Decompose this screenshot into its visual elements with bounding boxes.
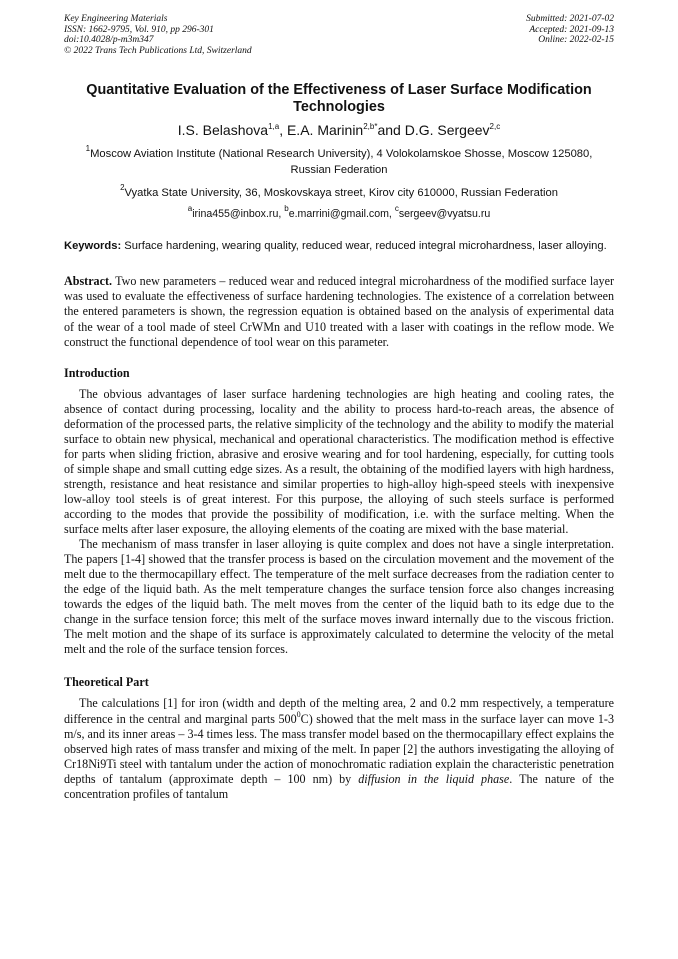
theory-paragraph-1: The calculations [1] for iron (width and depth of the melting area, 2 and 0.2 mm respectively, a temperature difference in the central and marginal parts $500^0C$) showed that the melt mass in the surface layer can move 1-3 m/s, and its inner areas – 3-4 times less. The mass transfer model based on the thermocapillary effect explains the observed high rates of mass transfer and mixing of the melt. In paper [2] the authors investigating the alloying of Cr18Ni9Ti steel with tantalum under the action of monochromatic radiation explain the characteristic penetration depths of tantalum (approximate depth – 100 nm) by diffusion in the liquid phase. The nature of the concentration profiles of tantalum (64, 696, 615, 801)
paper-title: Quantitative Evaluation of the Effectiveness of Laser Surface Modification Technologies (86, 82, 592, 116)
author-name: E.A. Marinin (286, 122, 364, 139)
keywords-label: Keywords: (64, 240, 122, 253)
abstract (64, 274, 614, 349)
author-sup: 1,a (268, 122, 280, 132)
keywords-text: Surface hardening, wearing quality, reduced wear, reduced integral microhardness, laser alloying. (121, 240, 607, 253)
accepted-date: Accepted: 2021-09-13 (529, 24, 614, 35)
intro-paragraph-2: The mechanism of mass transfer in laser alloying is quite complex and does not have a single interpretation. The papers [1-4] showed that the transfer process is based on the circulation movement and the movement of the melt due to the thermocapillary effect. The temperature of the melt surface decreases from the radiation center to the edge of the liquid bath. As the melt temperature changes the surface tension force also changes increasing towards the edges of the liquid bath. The melt moves from the center of the liquid bath to its edge due to the change in the surface tension force; this melt of the surface moves inward internally due to the viscous friction. The melt motion and the shape of its surface is approximately calculated to determine the velocity of the metal melt and the role of the surface tension forces. (64, 537, 614, 657)
journal-issn: ISSN: 1662-9795, Vol. 910, pp 296-301 (64, 24, 214, 35)
author-name: D.G. Sergeev (404, 122, 490, 139)
keywords (64, 239, 614, 254)
affiliation-2: $^2$Vyatka State University, 36, Moskovskaya street, Kirov city 610000, Russian Federation (120, 183, 558, 200)
journal-header (64, 14, 614, 56)
submission-dates (526, 14, 614, 56)
intro-paragraph-1: The obvious advantages of laser surface hardening technologies are high heating and cooling rates, the absence of contact during processing, locality and the ability to process hard-to-reach areas, the absence of deformation of the processed parts, the relative simplicity of the technology and the ability to modify the material surface to obtain new physical, mechanical and operational characteristics. The modification method is effective for parts when sliding friction, abrasive and erosive wearing and for tool hardening, especially, for cutting tools of simple shape and small cutting edge sizes. As a result, the obtaining of the modified layers with high hardness, strength, resistance and heat resistance and similar properties to high-alloy high-speed steels with inexpensive low-alloy tool steels is of great interest. For this purpose, the alloying of such steels surface is performed according to the modes that provide the possibility of modification, i.e. with the surface melting. When the surface melts after laser exposure, the alloying elements of the coating are mixed with the base material. (64, 386, 614, 537)
abstract-text: Two new parameters – reduced wear and reduced integral microhardness of the modified surface layer was used to evaluate the effectiveness of surface hardening technologies. The existence of a correlation between the entered parameters is shown, the regression equation is obtained based on the analysis of experimental data of the wear of a tool made of steel CrWMn and U10 treated with a laser with coatings in the reflow mode. We construct the functional dependence of tool wear on this parameter. (64, 274, 614, 349)
author-name: I.S. Belashova (177, 122, 269, 139)
submitted-date: Submitted: 2021-07-02 (526, 14, 614, 24)
journal-info (64, 14, 252, 56)
email-link: sergeev@vyatsu.ru (398, 208, 491, 221)
journal-name: Key Engineering Materials (64, 14, 168, 24)
section-heading-introduction: Introduction (64, 365, 130, 380)
abstract-label: Abstract. (64, 274, 113, 289)
author-list: I.S. Belashova$^{1,a}$, E.A. Marinin$^{2,b*}$and D.G. Sergeev$^{2,c}$ (177, 122, 501, 139)
email-link: e.marrini@gmail.com, (288, 208, 395, 221)
author-sup: 2,b* (363, 122, 378, 132)
affiliation-1: $^1$Moscow Aviation Institute (National Research University), 4 Volokolamskoe Shosse, Moscow 125080, Russian Federation (85, 144, 593, 177)
section-heading-theoretical-part: Theoretical Part (64, 675, 149, 690)
journal-copyright: © 2022 Trans Tech Publications Ltd, Switzerland (64, 45, 252, 56)
author-emails: $^a$irina455@inbox.ru, $^b$e.marrini@gmail.com, $^c$sergeev@vyatsu.ru (187, 204, 491, 221)
emphasis-text: diffusion in the liquid phase (358, 771, 510, 786)
author-sup: 2,c (489, 122, 501, 132)
email-link: irina455@inbox.ru, (192, 208, 285, 221)
online-date: Online: 2022-02-15 (538, 35, 614, 46)
paper-page (64, 14, 614, 802)
journal-doi: doi:10.4028/p-m3m347 (64, 35, 154, 46)
